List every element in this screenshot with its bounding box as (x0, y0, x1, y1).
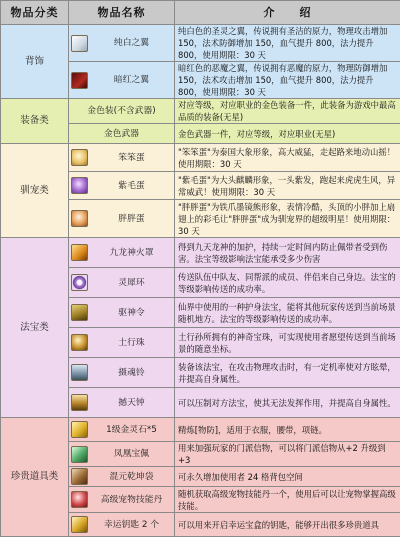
item-description: "胖胖蛋"为铁爪墨镜熊形象，表情冷酷，头顶的小胖加上扇翅上的彩毛让"胖胖蛋"成为驯宠界的超级明星！使用期限：30 天 (175, 200, 400, 238)
table-row (1, 238, 400, 268)
heaven-bell-icon (71, 394, 88, 411)
earth-pearl-icon (71, 334, 88, 351)
item-name-cell (69, 268, 175, 298)
table-row (1, 144, 400, 172)
item-name-cell (69, 25, 175, 62)
item-name-cell (69, 358, 175, 388)
item-name: 笨笨蛋 (91, 152, 172, 164)
header-row (1, 1, 400, 25)
item-name-cell (69, 144, 175, 172)
fat-egg-icon (71, 210, 88, 227)
item-name-cell (69, 418, 175, 442)
item-name-cell (69, 298, 175, 328)
gold-stone-icon (71, 421, 88, 438)
spirit-ring-icon (71, 274, 88, 291)
white-wings-icon (71, 35, 88, 52)
table-row (1, 25, 400, 62)
item-description: 暗红色的恶魔之翼，传说拥有恶魔的原力，物理防御增加 150，法术攻击增加 150，血气提升 800，法力提升 800，使用期限：30 天 (175, 62, 400, 99)
item-name: 凤凰宝佩 (91, 448, 172, 460)
category-pet: 驯宠类 (1, 144, 69, 238)
item-name-cell (69, 467, 175, 487)
item-name: 胖胖蛋 (91, 213, 172, 225)
item-name-cell (69, 442, 175, 467)
universe-bag-icon (71, 468, 88, 485)
dark-red-wings-icon (71, 72, 88, 89)
item-name: 混元乾坤袋 (91, 471, 172, 483)
item-name: 纯白之翼 (91, 37, 172, 49)
item-name-cell (69, 388, 175, 418)
item-description: 装备该法宝，在攻击物理攻击时，有一定机率使对方眩晕，并提高自身属性。 (175, 358, 400, 388)
item-name-cell (69, 513, 175, 537)
item-name-cell (69, 172, 175, 200)
item-name: 高级宠物技能丹 (91, 494, 172, 506)
item-description: 用来加强玩家的门派信物，可以将门派信物从+2 升级到+3 (175, 442, 400, 467)
item-name: 1级金灵石*5 (91, 424, 172, 436)
category-equipment: 装备类 (1, 99, 69, 144)
purple-egg-icon (71, 177, 88, 194)
header-name: 物品名称 (69, 1, 175, 25)
item-name-cell (69, 238, 175, 268)
item-name: 紫毛蛋 (91, 180, 172, 192)
item-description: 传送队伍中队友、同帮派的成员、伴侣来自己身边。法宝的等级影响传送的成功率。 (175, 268, 400, 298)
table-row (1, 418, 400, 442)
item-name: 金色武器 (69, 124, 175, 144)
table-row (1, 99, 400, 124)
item-name: 暗红之翼 (91, 74, 172, 86)
item-name: 撼天钟 (91, 397, 172, 409)
item-name-cell (69, 62, 175, 99)
item-description: 得到九天龙神的加护，持续一定时间内防止佩带者受到伤害。法宝等级影响法宝能承受多少伤害 (175, 238, 400, 268)
item-description: 随机获取高级宠物技能丹一个，使用后可以让宠物掌握高级技能。 (175, 487, 400, 513)
item-description: 仙界中使用的一种护身法宝，能将其他玩家传送到当前场景随机地方。法宝的等级影响传送的成功率。 (175, 298, 400, 328)
item-description: "笨笨蛋"为泰国大象形象，高大威猛，走起路来地动山摇！使用期限：30 天 (175, 144, 400, 172)
nine-dragon-cover-icon (71, 244, 88, 261)
category-magic-treasure: 法宝类 (1, 238, 69, 418)
item-description: 精炼[物防]，适用于衣服，腰带，项链。 (175, 418, 400, 442)
god-token-icon (71, 304, 88, 321)
phoenix-jade-icon (71, 446, 88, 463)
item-description: 可以用来开启幸运宝盒的钥匙，能够开出很多珍贵道具 (175, 513, 400, 537)
item-description: 金色武器一件，对应等级，对应职业(无星) (175, 124, 400, 144)
item-description: 可以压制对方法宝，使其无法发挥作用，并提高自身属性。 (175, 388, 400, 418)
category-rare-items: 珍贵道具类 (1, 418, 69, 537)
item-name-cell (69, 328, 175, 358)
soul-bell-icon (71, 364, 88, 381)
item-name: 幸运钥匙 2 个 (91, 519, 172, 531)
item-name: 灵犀环 (91, 277, 172, 289)
item-name: 土行珠 (91, 337, 172, 349)
item-description: 土行孙所拥有的神奇宝珠，可实现使用者愿望传送到当前场景的随意坐标。 (175, 328, 400, 358)
item-description: 纯白色的圣灵之翼，传说拥有圣洁的原力，物理攻击增加 150，法术防御增加 150，血气提升 800，法力提升 800，使用期限：30 天 (175, 25, 400, 62)
lucky-key-icon (71, 516, 88, 533)
item-name: 金色装(不含武器) (69, 99, 175, 124)
header-intro: 介 绍 (175, 1, 400, 25)
item-name-cell (69, 487, 175, 513)
item-description: 对应等级，对应职业的金色装备一件，此装备为游戏中最高品质的装备(无星) (175, 99, 400, 124)
header-category: 物品分类 (1, 1, 69, 25)
item-description: 可永久增加使用者 24 格背包空间 (175, 467, 400, 487)
item-name: 九龙神火罩 (91, 247, 172, 259)
stupid-egg-icon (71, 149, 88, 166)
item-name: 驱神令 (91, 307, 172, 319)
item-name: 摄魂铃 (91, 367, 172, 379)
item-description: "紫毛蛋"为大头麒麟形象，一头紫发，跑起来虎虎生风，异常威武！使用期限：30 天 (175, 172, 400, 200)
category-back-ornament: 背饰 (1, 25, 69, 99)
item-name-cell (69, 200, 175, 238)
pet-pill-icon (71, 491, 88, 508)
